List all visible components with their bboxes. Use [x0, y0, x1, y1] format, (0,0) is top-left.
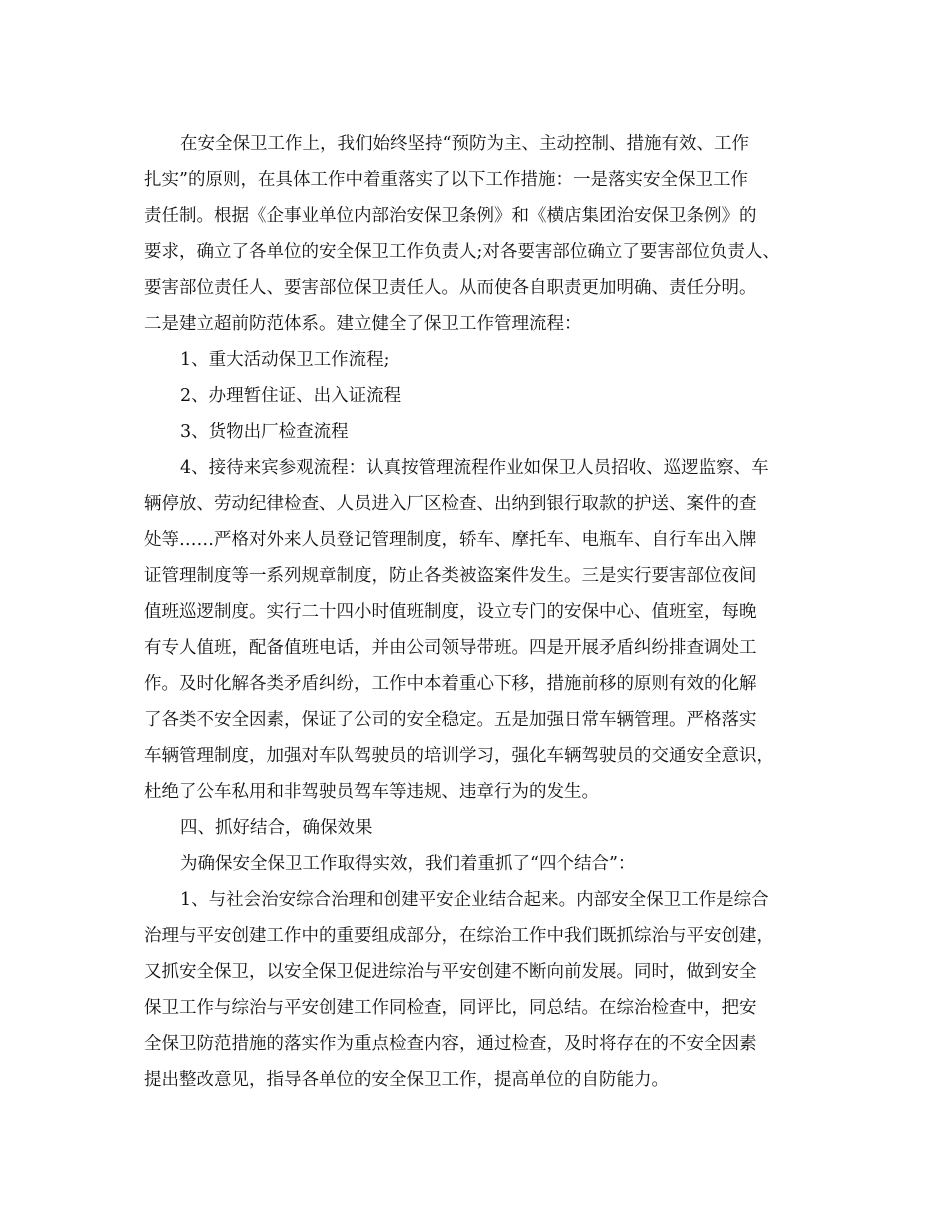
paragraph-line: 有专人值班，配备值班电话，并由公司领导带班。四是开展矛盾纠纷排查调处工 — [144, 638, 757, 658]
paragraph-line: 车辆管理制度，加强对车队驾驶员的培训学习，强化车辆驾驶员的交通安全意识， — [144, 746, 774, 766]
paragraph-line: 要害部位责任人、要害部位保卫责任人。从而使各自职责更加明确、责任分明。 — [144, 278, 757, 298]
list-item: 4、接待来宾参观流程：认真按管理流程作业如保卫人员招收、巡逻监察、车 — [180, 458, 769, 478]
paragraph-line: 又抓安全保卫，以安全保卫促进综治与平安创建不断向前发展。同时，做到安全 — [144, 962, 757, 982]
paragraph-line: 处等……严格对外来人员登记管理制度，轿车、摩托车、电瓶车、自行车出入牌 — [144, 530, 757, 550]
paragraph-line: 杜绝了公车私用和非驾驶员驾车等违规、违章行为的发生。 — [144, 782, 599, 802]
section-heading: 四、抓好结合，确保效果 — [180, 818, 373, 838]
paragraph-line: 作。及时化解各类矛盾纠纷，工作中本着重心下移，措施前移的原则有效的化解 — [144, 674, 757, 694]
paragraph-line: 保卫工作与综治与平安创建工作同检查，同评比，同总结。在综治检查中，把安 — [144, 998, 757, 1018]
paragraph-line: 辆停放、劳动纪律检查、人员进入厂区检查、出纳到银行取款的护送、案件的查 — [144, 494, 757, 514]
paragraph-line: 了各类不安全因素，保证了公司的安全稳定。五是加强日常车辆管理。严格落实 — [144, 710, 757, 730]
paragraph-line: 全保卫防范措施的落实作为重点检查内容，通过检查，及时将存在的不安全因素 — [144, 1034, 757, 1054]
paragraph-line: 要求，确立了各单位的安全保卫工作负责人;对各要害部位确立了要害部位负责人、 — [144, 242, 780, 262]
paragraph-line: 提出整改意见，指导各单位的安全保卫工作，提高单位的自防能力。 — [144, 1070, 669, 1090]
list-item: 2、办理暂住证、出入证流程 — [180, 386, 402, 406]
list-item: 3、货物出厂检查流程 — [180, 422, 349, 442]
paragraph-line: 为确保安全保卫工作取得实效，我们着重抓了“四个结合”： — [180, 854, 636, 874]
list-item: 1、重大活动保卫工作流程; — [180, 350, 390, 370]
paragraph-line: 治理与平安创建工作中的重要组成部分，在综治工作中我们既抓综治与平安创建， — [144, 926, 774, 946]
paragraph-line: 在安全保卫工作上，我们始终坚持“预防为主、主动控制、措施有效、工作 — [180, 134, 749, 154]
list-item: 1、与社会治安综合治理和创建平安企业结合起来。内部安全保卫工作是综合 — [180, 890, 769, 910]
paragraph-line: 证管理制度等一系列规章制度，防止各类被盗案件发生。三是实行要害部位夜间 — [144, 566, 757, 586]
paragraph-line: 二是建立超前防范体系。建立健全了保卫工作管理流程： — [144, 314, 582, 334]
paragraph-line: 责任制。根据《企事业单位内部治安保卫条例》和《横店集团治安保卫条例》的 — [144, 206, 757, 226]
paragraph-line: 扎实”的原则，在具体工作中着重落实了以下工作措施：一是落实安全保卫工作 — [144, 170, 748, 190]
paragraph-line: 值班巡逻制度。实行二十四小时值班制度，设立专门的安保中心、值班室，每晚 — [144, 602, 757, 622]
